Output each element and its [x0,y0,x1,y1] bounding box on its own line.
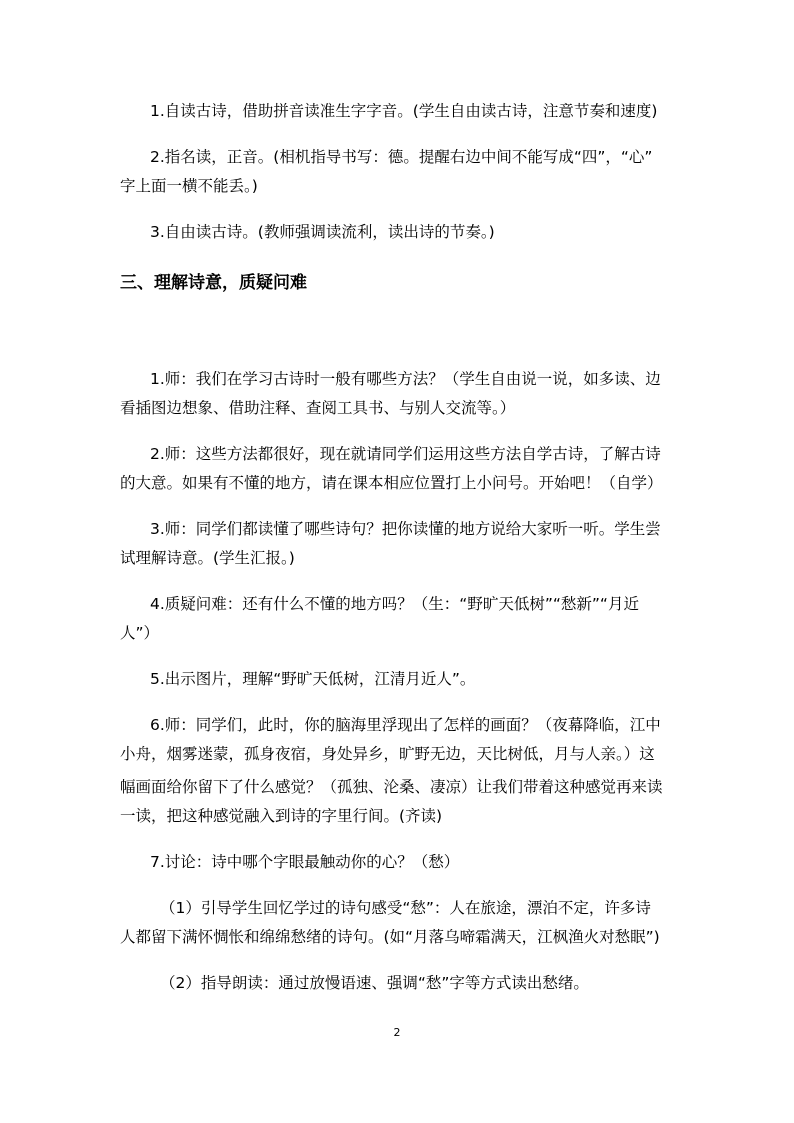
paragraph-item-1: 1.自读古诗，借助拼音读准生字字音。(学生自由读古诗，注意节奏和速度) [150,102,658,120]
sub-item-1-line-2: 人都留下满怀惆怅和绵绵愁绪的诗句。(如“月落乌啼霜满天，江枫渔火对愁眠”) [120,928,660,946]
paragraph-6-line-4: 一读，把这种感觉融入到诗的字里行间。(齐读) [120,807,443,825]
section-heading: 三、理解诗意，质疑问难 [120,273,307,293]
paragraph-5: 5.出示图片，理解“野旷天低树，江清月近人”。 [150,670,476,688]
paragraph-2-line-2: 的大意。如果有不懂的地方，请在课本相应位置打上小问号。开始吧！（自学） [120,474,663,492]
paragraph-6-line-3: 幅画面给你留下了什么感觉？（孤独、沦桑、凄凉）让我们带着这种感觉再来读 [120,778,663,796]
sub-item-1-line-1: （1）引导学生回忆学过的诗句感受“愁”：人在旅途，漂泊不定，许多诗 [160,899,651,917]
paragraph-3-line-2: 试理解诗意。(学生汇报。) [120,549,295,567]
page-number: 2 [393,1026,401,1039]
paragraph-7: 7.讨论：诗中哪个字眼最触动你的心？（愁） [150,853,460,871]
paragraph-item-3: 3.自由读古诗。(教师强调读流利，读出诗的节奏。) [150,223,495,241]
paragraph-6-line-1: 6.师：同学们，此时，你的脑海里浮现出了怎样的画面？（夜幕降临，江中 [150,716,661,734]
paragraph-6-line-2: 小舟，烟雾迷蒙，孤身夜宿，身处异乡，旷野无边，天比树低，月与人亲。）这 [120,745,655,763]
paragraph-4-line-2: 人”） [120,624,160,642]
sub-item-2: （2）指导朗读：通过放慢语速、强调“愁”字等方式读出愁绪。 [160,974,589,992]
paragraph-2-line-1: 2.师：这些方法都很好，现在就请同学们运用这些方法自学古诗，了解古诗 [150,445,661,463]
paragraph-item-2-line-1: 2.指名读，正音。(相机指导书写：德。提醒右边中间不能写成“四”，“心” [150,148,653,166]
paragraph-1-line-2: 看插图边想象、借助注释、查阅工具书、与别人交流等。） [120,399,516,417]
paragraph-3-line-1: 3.师：同学们都读懂了哪些诗句？把你读懂的地方说给大家听一听。学生尝 [150,520,661,538]
paragraph-item-2-line-2: 字上面一横不能丢。) [120,177,258,195]
paragraph-1-line-1: 1.师：我们在学习古诗时一般有哪些方法？（学生自由说一说，如多读、边 [150,370,661,388]
paragraph-4-line-1: 4.质疑问难：还有什么不懂的地方吗？（生：“野旷天低树”“愁新”“月近 [150,595,639,613]
